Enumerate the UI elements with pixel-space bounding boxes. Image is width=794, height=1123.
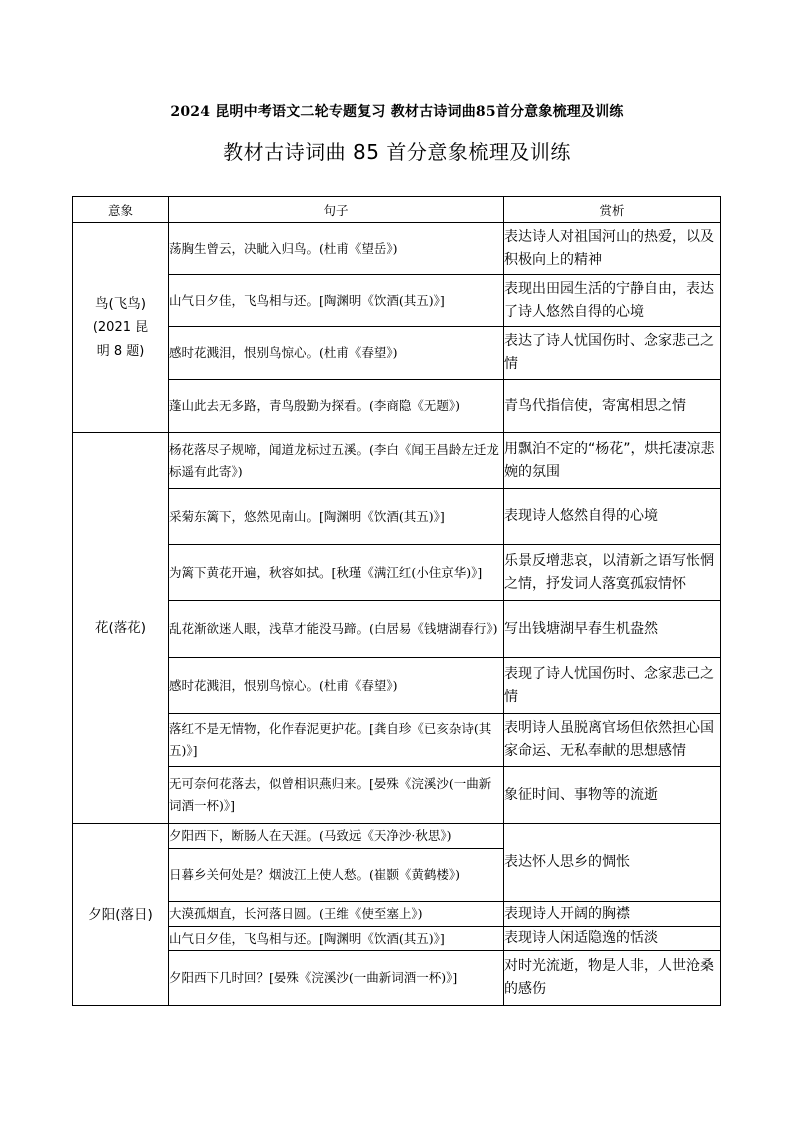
analysis-cell: 写出钱塘湖早春生机盎然 xyxy=(504,601,721,658)
analysis-cell: 表现诗人闲适隐逸的恬淡 xyxy=(504,927,721,951)
sentence-cell: 感时花溅泪，恨别鸟惊心。(杜甫《春望》) xyxy=(169,327,504,380)
header-analysis: 赏析 xyxy=(504,197,721,223)
analysis-cell: 表明诗人虽脱离官场但依然担心国家命运、无私奉献的思想感情 xyxy=(504,714,721,767)
sentence-cell: 落红不是无情物，化作春泥更护花。[龚自珍《已亥杂诗(其五)》] xyxy=(169,714,504,767)
image-cell-flower: 花(落花) xyxy=(73,433,169,824)
analysis-cell: 表现出田园生活的宁静自由，表达了诗人悠然自得的心境 xyxy=(504,275,721,327)
analysis-cell: 表达了诗人忧国伤时、念家悲己之情 xyxy=(504,327,721,380)
sentence-cell: 乱花渐欲迷人眼，浅草才能没马蹄。(白居易《钱塘湖春行》) xyxy=(169,601,504,658)
sentence-cell: 为篱下黄花开遍，秋容如拭。[秋瑾《满江红(小住京华)》] xyxy=(169,545,504,601)
analysis-cell: 表现了诗人忧国伤时、念家悲己之情 xyxy=(504,658,721,714)
sentence-cell: 山气日夕佳，飞鸟相与还。[陶渊明《饮酒(其五)》] xyxy=(169,927,504,951)
exam-note: (2021 昆明 8 题) xyxy=(92,319,149,359)
sentence-cell: 夕阳西下几时回？[晏殊《浣溪沙(一曲新词酒一杯)》] xyxy=(169,951,504,1006)
analysis-cell: 表达怀人思乡的惆怅 xyxy=(504,824,721,902)
sentence-cell: 大漠孤烟直，长河落日圆。(王维《使至塞上》) xyxy=(169,902,504,927)
analysis-cell: 表现诗人开阔的胸襟 xyxy=(504,902,721,927)
table-row xyxy=(73,545,721,601)
table-row xyxy=(73,601,721,658)
sentence-cell: 山气日夕佳，飞鸟相与还。[陶渊明《饮酒(其五)》] xyxy=(169,275,504,327)
sentence-cell: 荡胸生曾云，决眦入归鸟。(杜甫《望岳》) xyxy=(169,223,504,275)
image-label: 鸟(飞鸟) xyxy=(94,295,147,312)
header-sentence: 句子 xyxy=(169,197,504,223)
analysis-cell: 表现诗人悠然自得的心境 xyxy=(504,489,721,545)
table-row xyxy=(73,489,721,545)
table-row xyxy=(73,327,721,380)
document-subtitle: 2024 昆明中考语文二轮专题复习 教材古诗词曲85首分意象梳理及训练 xyxy=(170,104,624,120)
analysis-cell: 青鸟代指信使，寄寓相思之情 xyxy=(504,380,721,433)
sentence-cell: 杨花落尽子规啼，闻道龙标过五溪。(李白《闻王昌龄左迁龙标遥有此寄》) xyxy=(169,433,504,489)
analysis-cell: 表达诗人对祖国河山的热爱，以及积极向上的精神 xyxy=(504,223,721,275)
table-row xyxy=(73,433,721,489)
table-row xyxy=(73,824,721,849)
table-row xyxy=(73,275,721,327)
analysis-cell: 乐景反增悲哀，以清新之语写怅惘之情，抒发词人落寞孤寂情怀 xyxy=(504,545,721,601)
sentence-cell: 夕阳西下，断肠人在天涯。(马致远《天净沙·秋思》) xyxy=(169,824,504,849)
header-image: 意象 xyxy=(73,197,169,223)
table-row xyxy=(73,658,721,714)
sentence-cell: 采菊东篱下，悠然见南山。[陶渊明《饮酒(其五)》] xyxy=(169,489,504,545)
sentence-cell: 无可奈何花落去，似曾相识燕归来。[晏殊《浣溪沙(一曲新词酒一杯)》] xyxy=(169,767,504,824)
table-row xyxy=(73,380,721,433)
table-row xyxy=(73,927,721,951)
image-cell-sunset: 夕阳(落日) xyxy=(73,824,169,1006)
sentence-cell: 感时花溅泪，恨别鸟惊心。(杜甫《春望》) xyxy=(169,658,504,714)
table-row xyxy=(73,951,721,1006)
analysis-cell: 用飘泊不定的“杨花”，烘托凄凉悲婉的氛围 xyxy=(504,433,721,489)
sentence-cell: 日暮乡关何处是？烟波江上使人愁。(崔颢《黄鹤楼》) xyxy=(169,849,504,902)
table-header-row xyxy=(73,197,721,223)
image-cell-bird xyxy=(73,223,169,433)
table-row xyxy=(73,902,721,927)
analysis-cell: 对时光流逝，物是人非，人世沧桑的感伤 xyxy=(504,951,721,1006)
table-row xyxy=(73,714,721,767)
imagery-table xyxy=(72,196,721,1006)
document-title: 教材古诗词曲 85 首分意象梳理及训练 xyxy=(223,140,571,164)
analysis-cell: 象征时间、事物等的流逝 xyxy=(504,767,721,824)
table-row xyxy=(73,223,721,275)
sentence-cell: 蓬山此去无多路，青鸟殷勤为探看。(李商隐《无题》) xyxy=(169,380,504,433)
table-row xyxy=(73,767,721,824)
